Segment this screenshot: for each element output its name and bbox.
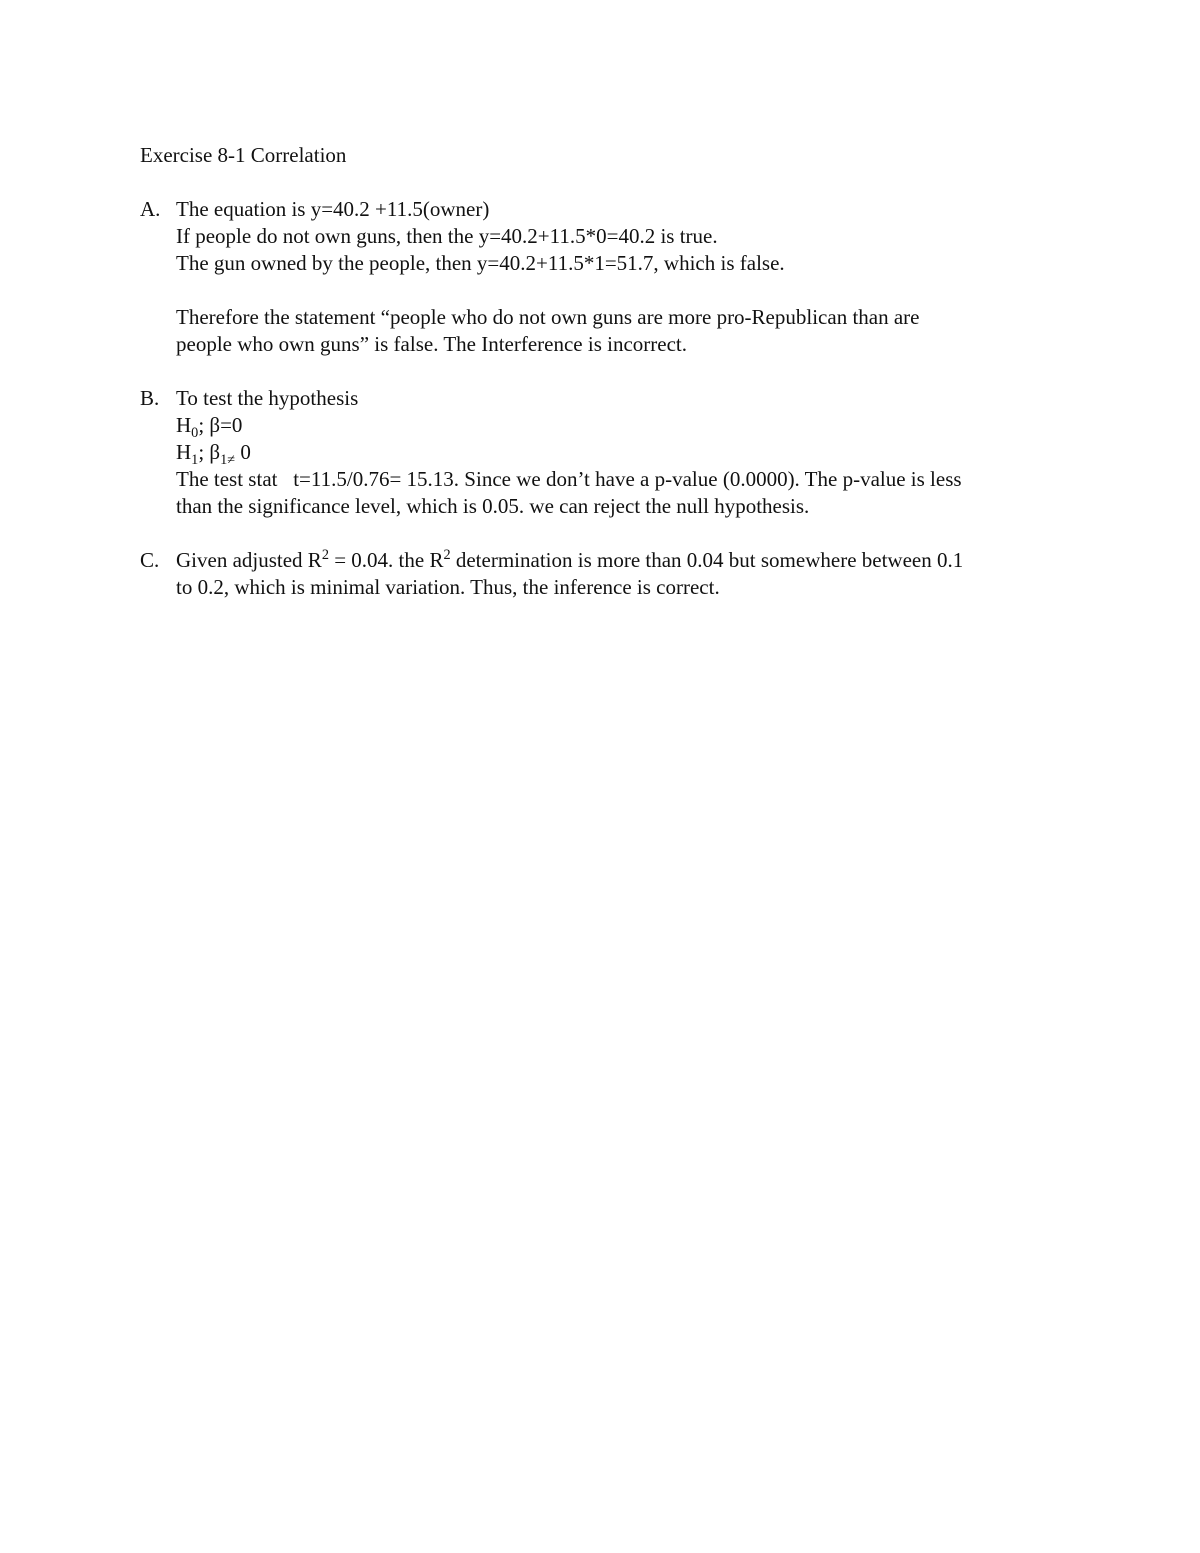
- document-title: Exercise 8-1 Correlation: [140, 143, 347, 167]
- section-c-line-2: to 0.2, which is minimal variation. Thus, the inference is correct.: [176, 575, 720, 599]
- section-c-text-1: Given adjusted R: [176, 548, 322, 572]
- alternative-hypothesis: [176, 439, 1080, 469]
- null-hypothesis-subscript: 0: [191, 425, 199, 442]
- section-b: [140, 385, 1080, 520]
- null-hypothesis-symbol: H: [176, 413, 192, 437]
- section-c-marker: C.: [140, 548, 160, 572]
- section-a: [140, 196, 1080, 358]
- document-page: [140, 142, 1080, 628]
- null-hypothesis-text: ; β=0: [198, 413, 243, 437]
- alternative-hypothesis-beta-subscript: 1≠: [220, 452, 236, 469]
- section-a-line-3: The gun owned by the people, then y=40.2+11.5*1=51.7, which is false.: [176, 251, 785, 275]
- section-a-spacer: [176, 277, 1080, 304]
- r-squared-superscript-2: 2: [443, 547, 451, 563]
- section-a-line-1: The equation is y=40.2 +11.5(owner): [176, 197, 490, 221]
- alternative-hypothesis-symbol: H: [176, 440, 192, 464]
- section-b-marker: B.: [140, 386, 160, 410]
- section-a-marker: A.: [140, 197, 161, 221]
- test-statistic-line-2: than the significance level, which is 0.05. we can reject the null hypothesis.: [176, 494, 810, 518]
- section-c-line-1: [176, 547, 1080, 574]
- alternative-hypothesis-subscript: 1: [191, 452, 199, 469]
- null-hypothesis: [176, 412, 1080, 442]
- section-c-text-3: determination is more than 0.04 but somewhere between 0.1: [450, 548, 964, 572]
- section-a-conclusion-line-2: people who own guns” is false. The Interference is incorrect.: [176, 332, 688, 356]
- section-a-line-2: If people do not own guns, then the y=40.2+11.5*0=40.2 is true.: [176, 224, 718, 248]
- section-c-text-2: = 0.04. the R: [328, 548, 444, 572]
- alternative-hypothesis-text-after: 0: [235, 440, 251, 464]
- section-b-intro: To test the hypothesis: [176, 386, 359, 410]
- r-squared-superscript-1: 2: [321, 547, 329, 563]
- section-c: [140, 547, 1080, 601]
- section-a-conclusion-line-1: Therefore the statement “people who do not own guns are more pro-Republican than are: [176, 305, 920, 329]
- alternative-hypothesis-text-before: ; β: [198, 440, 221, 464]
- test-statistic-line-1: The test stat t=11.5/0.76= 15.13. Since we don’t have a p-value (0.0000). The p-value is less: [176, 467, 962, 491]
